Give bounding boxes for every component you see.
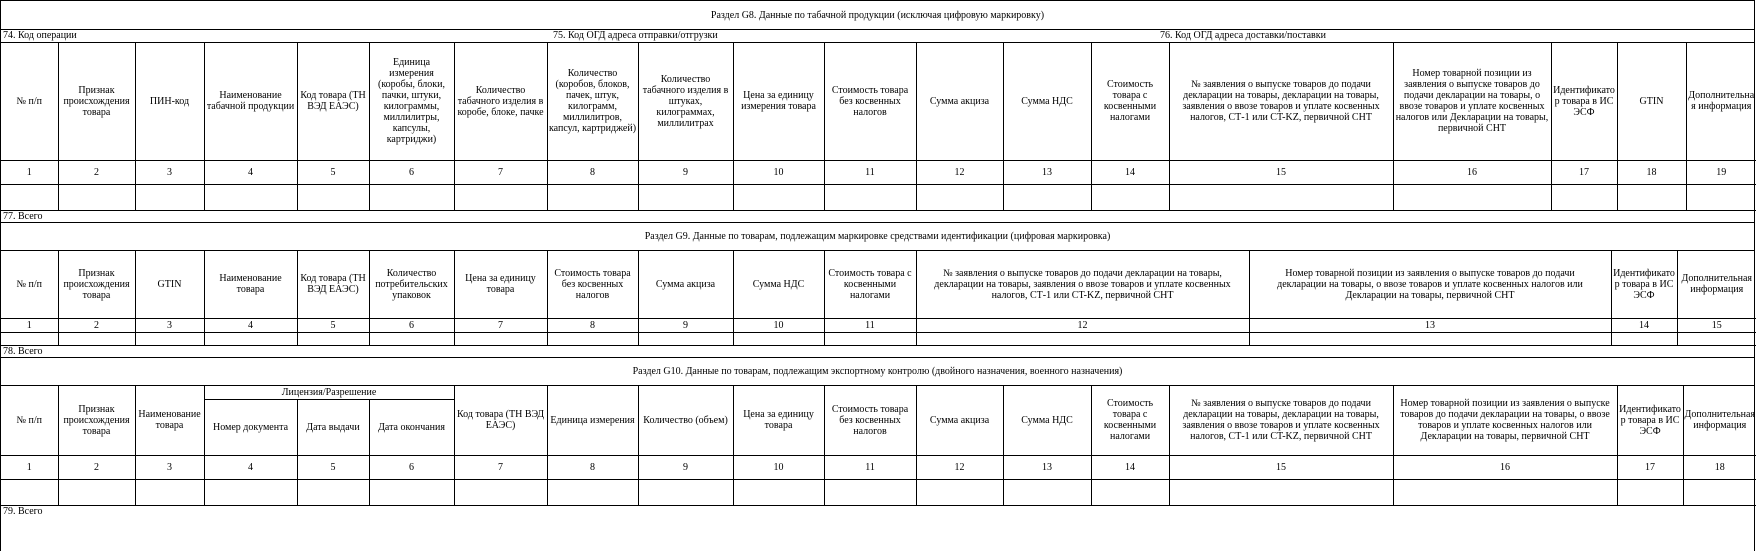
g8-data-cell[interactable] — [369, 184, 454, 210]
section-g10-table — [1, 386, 1756, 506]
g10-col-esf-id: Идентификатор товара в ИС ЭСФ — [1617, 386, 1683, 455]
g9-number-row — [1, 319, 1756, 333]
g8-num-cell: 2 — [58, 160, 135, 184]
g10-col-quantity: Количество (объем) — [638, 386, 733, 455]
g10-num-cell: 15 — [1169, 455, 1393, 479]
g8-col-number: № п/п — [1, 43, 58, 160]
g9-data-cell[interactable] — [1611, 333, 1677, 346]
g8-col-additional: Дополнительная информация — [1686, 43, 1756, 160]
g8-col-vat: Сумма НДС — [1003, 43, 1091, 160]
g10-data-cell[interactable] — [1393, 479, 1617, 505]
g8-data-cell[interactable] — [916, 184, 1003, 210]
g8-col-unit: Единица измерения (коробы, блоки, пачки, штуки, килограммы, миллилитры, капсулы, картриджи) — [369, 43, 454, 160]
g9-data-cell[interactable] — [547, 333, 638, 346]
g10-num-cell: 9 — [638, 455, 733, 479]
g9-num-cell: 8 — [547, 319, 638, 333]
g10-num-cell: 6 — [369, 455, 454, 479]
g10-col-additional: Дополнительная информация — [1683, 386, 1756, 455]
g8-data-cell[interactable] — [1, 184, 58, 210]
g9-data-cell[interactable] — [1677, 333, 1756, 346]
g10-data-row — [1, 479, 1756, 505]
g10-col-doc-number: Номер документа — [204, 399, 297, 455]
g10-col-vat: Сумма НДС — [1003, 386, 1091, 455]
g8-col-cost-with-tax: Стоимость товара с косвенными налогами — [1091, 43, 1169, 160]
g9-col-excise: Сумма акциза — [638, 251, 733, 319]
g10-data-cell[interactable] — [916, 479, 1003, 505]
g9-col-gtin: GTIN — [135, 251, 204, 319]
g8-num-cell: 19 — [1686, 160, 1756, 184]
g9-header-row — [1, 251, 1756, 319]
g8-data-cell[interactable] — [204, 184, 297, 210]
g8-total-label: 77. Всего — [1, 211, 1754, 223]
g8-data-cell[interactable] — [1169, 184, 1393, 210]
g10-col-excise: Сумма акциза — [916, 386, 1003, 455]
g10-total-label: 79. Всего — [3, 505, 43, 517]
g10-num-cell: 2 — [58, 455, 135, 479]
g10-data-cell[interactable] — [733, 479, 824, 505]
g9-col-unit-price: Цена за единицу товара — [454, 251, 547, 319]
g10-data-cell[interactable] — [297, 479, 369, 505]
g8-data-cell[interactable] — [1551, 184, 1617, 210]
section-g9-title: Раздел G9. Данные по товарам, подлежащим маркировке средствами идентификации (цифровая маркировка) — [1, 223, 1754, 251]
g8-data-cell[interactable] — [1686, 184, 1756, 210]
g8-col-code: Код товара (ТН ВЭД ЕАЭС) — [297, 43, 369, 160]
g8-num-cell: 11 — [824, 160, 916, 184]
code-75-label: 75. Код ОГД адреса отправки/отгрузки — [553, 30, 718, 41]
g10-num-cell: 18 — [1683, 455, 1756, 479]
g9-data-cell[interactable] — [297, 333, 369, 346]
g10-license-group: Лицензия/Разрешение — [204, 386, 454, 399]
g8-num-cell: 6 — [369, 160, 454, 184]
g10-data-cell[interactable] — [547, 479, 638, 505]
g9-col-number: № п/п — [1, 251, 58, 319]
g8-num-cell: 15 — [1169, 160, 1393, 184]
g10-num-cell: 16 — [1393, 455, 1617, 479]
g8-num-cell: 14 — [1091, 160, 1169, 184]
g8-header-row — [1, 43, 1756, 160]
section-g8-table — [1, 43, 1756, 211]
g10-num-cell: 3 — [135, 455, 204, 479]
g9-num-cell: 2 — [58, 319, 135, 333]
g10-num-cell: 13 — [1003, 455, 1091, 479]
g8-col-declaration-number: № заявления о выпуске товаров до подачи декларации на товары, декларации на товары, заявления о ввозе товаров и уплате косвенных налогов, СТ-1 или CT-KZ, первичной СНТ — [1169, 43, 1393, 160]
g10-data-cell[interactable] — [1091, 479, 1169, 505]
g8-num-cell: 17 — [1551, 160, 1617, 184]
g8-num-cell: 7 — [454, 160, 547, 184]
g10-data-cell[interactable] — [204, 479, 297, 505]
g10-col-cost-with-tax: Стоимость товара с косвенными налогами — [1091, 386, 1169, 455]
g9-col-esf-id: Идентификатор товара в ИС ЭСФ — [1611, 251, 1677, 319]
g8-data-cell[interactable] — [1393, 184, 1551, 210]
g10-data-cell[interactable] — [1003, 479, 1091, 505]
g10-number-row — [1, 455, 1756, 479]
g8-data-cell[interactable] — [1617, 184, 1686, 210]
section-g10-title: Раздел G10. Данные по товарам, подлежащим экспортному контролю (двойного назначения, военного назначения) — [1, 358, 1754, 386]
g9-col-cost-with-tax: Стоимость товара с косвенными налогами — [824, 251, 916, 319]
g8-num-cell: 13 — [1003, 160, 1091, 184]
g10-num-cell: 1 — [1, 455, 58, 479]
g9-num-cell: 14 — [1611, 319, 1677, 333]
g10-num-cell: 17 — [1617, 455, 1683, 479]
g9-num-cell: 3 — [135, 319, 204, 333]
g9-data-cell[interactable] — [369, 333, 454, 346]
g9-data-cell[interactable] — [916, 333, 1249, 346]
g10-data-cell[interactable] — [1, 479, 58, 505]
g8-data-cell[interactable] — [454, 184, 547, 210]
g8-number-row — [1, 160, 1756, 184]
g10-col-position-number: Номер товарной позиции из заявления о выпуске товаров до подачи декларации на товары, о ввозе товаров и уплате косвенных налогов или Декларации на товары, первичной СНТ — [1393, 386, 1617, 455]
g9-data-cell[interactable] — [204, 333, 297, 346]
g9-num-cell: 13 — [1249, 319, 1611, 333]
g10-num-cell: 4 — [204, 455, 297, 479]
g8-num-cell: 10 — [733, 160, 824, 184]
g10-data-cell[interactable] — [1169, 479, 1393, 505]
code-76-label: 76. Код ОГД адреса доставки/поставки — [1160, 30, 1326, 41]
g10-col-end-date: Дата окончания — [369, 399, 454, 455]
g10-col-code: Код товара (ТН ВЭД ЕАЭС) — [454, 386, 547, 455]
g8-data-cell[interactable] — [58, 184, 135, 210]
g10-num-cell: 12 — [916, 455, 1003, 479]
g9-num-cell: 9 — [638, 319, 733, 333]
g8-col-origin: Признак происхождения товара — [58, 43, 135, 160]
g10-data-cell[interactable] — [1683, 479, 1756, 505]
g9-num-cell: 4 — [204, 319, 297, 333]
g8-num-cell: 3 — [135, 160, 204, 184]
g10-col-name: Наименование товара — [135, 386, 204, 455]
g8-col-gtin: GTIN — [1617, 43, 1686, 160]
g10-col-issue-date: Дата выдачи — [297, 399, 369, 455]
section-g8-codes — [1, 30, 1754, 43]
g9-col-origin: Признак происхождения товара — [58, 251, 135, 319]
g10-col-declaration-number: № заявления о выпуске товаров до подачи декларации на товары, декларации на товары, заявления о ввозе товаров и уплате косвенных налогов, СТ-1 или CT-KZ, первичной СНТ — [1169, 386, 1393, 455]
code-74-label: 74. Код операции — [3, 30, 77, 41]
g10-col-unit: Единица измерения — [547, 386, 638, 455]
g8-col-pin: ПИН-код — [135, 43, 204, 160]
g10-header-row — [1, 386, 1756, 399]
g8-num-cell: 4 — [204, 160, 297, 184]
g9-num-cell: 5 — [297, 319, 369, 333]
g8-data-row — [1, 184, 1756, 210]
g10-data-cell[interactable] — [824, 479, 916, 505]
g8-data-cell[interactable] — [297, 184, 369, 210]
g9-total-label: 78. Всего — [1, 346, 1754, 358]
g8-num-cell: 9 — [638, 160, 733, 184]
g8-col-position-number: Номер товарной позиции из заявления о выпуске товаров до подачи декларации на товары, о ввозе товаров и уплате косвенных налогов или Декларации на товары, первичной СНТ — [1393, 43, 1551, 160]
g8-num-cell: 5 — [297, 160, 369, 184]
g8-num-cell: 1 — [1, 160, 58, 184]
g9-num-cell: 1 — [1, 319, 58, 333]
g8-data-cell[interactable] — [824, 184, 916, 210]
g9-col-name: Наименование товара — [204, 251, 297, 319]
g10-num-cell: 8 — [547, 455, 638, 479]
g8-col-name: Наименование табачной продукции — [204, 43, 297, 160]
g8-num-cell: 12 — [916, 160, 1003, 184]
g10-col-origin: Признак происхождения товара — [58, 386, 135, 455]
g9-data-cell[interactable] — [1, 333, 58, 346]
g9-col-vat: Сумма НДС — [733, 251, 824, 319]
g9-data-cell[interactable] — [454, 333, 547, 346]
g9-data-cell[interactable] — [58, 333, 135, 346]
g8-col-quantity: Количество (коробов, блоков, пачек, штук, килограмм, миллилитров, капсул, картриджей) — [547, 43, 638, 160]
g10-num-cell: 14 — [1091, 455, 1169, 479]
g9-col-cost-no-tax: Стоимость товара без косвенных налогов — [547, 251, 638, 319]
g9-num-cell: 11 — [824, 319, 916, 333]
g10-data-cell[interactable] — [369, 479, 454, 505]
g8-col-cost-no-tax: Стоимость товара без косвенных налогов — [824, 43, 916, 160]
g8-data-cell[interactable] — [1091, 184, 1169, 210]
g10-num-cell: 11 — [824, 455, 916, 479]
section-g9-table — [1, 251, 1756, 347]
g8-col-qty-pieces: Количество табачного изделия в штуках, килограммах, миллилитрах — [638, 43, 733, 160]
g8-num-cell: 16 — [1393, 160, 1551, 184]
g10-data-cell[interactable] — [1617, 479, 1683, 505]
g8-col-esf-id: Идентификатор товара в ИС ЭСФ — [1551, 43, 1617, 160]
g9-num-cell: 12 — [916, 319, 1249, 333]
g10-col-number: № п/п — [1, 386, 58, 455]
g9-data-cell[interactable] — [135, 333, 204, 346]
g8-col-qty-in-pack: Количество табачного изделия в коробе, блоке, пачке — [454, 43, 547, 160]
g10-num-cell: 7 — [454, 455, 547, 479]
g9-num-cell: 7 — [454, 319, 547, 333]
g9-col-declaration-number: № заявления о выпуске товаров до подачи декларации на товары, декларации на товары, заявления о ввозе товаров и уплате косвенных налогов, СТ-1 или CT-KZ, первичной СНТ — [916, 251, 1249, 319]
g10-num-cell: 5 — [297, 455, 369, 479]
g10-col-cost-no-tax: Стоимость товара без косвенных налогов — [824, 386, 916, 455]
g9-num-cell: 10 — [733, 319, 824, 333]
g8-data-cell[interactable] — [638, 184, 733, 210]
g8-data-cell[interactable] — [1003, 184, 1091, 210]
g10-data-cell[interactable] — [638, 479, 733, 505]
g9-data-row — [1, 333, 1756, 346]
g9-col-additional: Дополнительная информация — [1677, 251, 1756, 319]
g10-data-cell[interactable] — [135, 479, 204, 505]
g10-num-cell: 10 — [733, 455, 824, 479]
g8-data-cell[interactable] — [547, 184, 638, 210]
g10-data-cell[interactable] — [58, 479, 135, 505]
g9-data-cell[interactable] — [733, 333, 824, 346]
g8-data-cell[interactable] — [733, 184, 824, 210]
g8-num-cell: 8 — [547, 160, 638, 184]
g9-data-cell[interactable] — [1249, 333, 1611, 346]
g8-num-cell: 18 — [1617, 160, 1686, 184]
g8-data-cell[interactable] — [135, 184, 204, 210]
g9-col-position-number: Номер товарной позиции из заявления о выпуске товаров до подачи декларации на товары, о ввозе товаров и уплате косвенных налогов или Декларации на товары, первичной СНТ — [1249, 251, 1611, 319]
g9-data-cell[interactable] — [638, 333, 733, 346]
g9-num-cell: 6 — [369, 319, 454, 333]
g8-col-excise: Сумма акциза — [916, 43, 1003, 160]
g9-data-cell[interactable] — [824, 333, 916, 346]
g10-data-cell[interactable] — [454, 479, 547, 505]
g9-num-cell: 15 — [1677, 319, 1756, 333]
g10-col-unit-price: Цена за единицу товара — [733, 386, 824, 455]
g9-col-packages: Количество потребительских упаковок — [369, 251, 454, 319]
g9-col-code: Код товара (ТН ВЭД ЕАЭС) — [297, 251, 369, 319]
section-g8-title: Раздел G8. Данные по табачной продукции (исключая цифровую маркировку) — [1, 0, 1754, 30]
g8-col-unit-price: Цена за единицу измерения товара — [733, 43, 824, 160]
